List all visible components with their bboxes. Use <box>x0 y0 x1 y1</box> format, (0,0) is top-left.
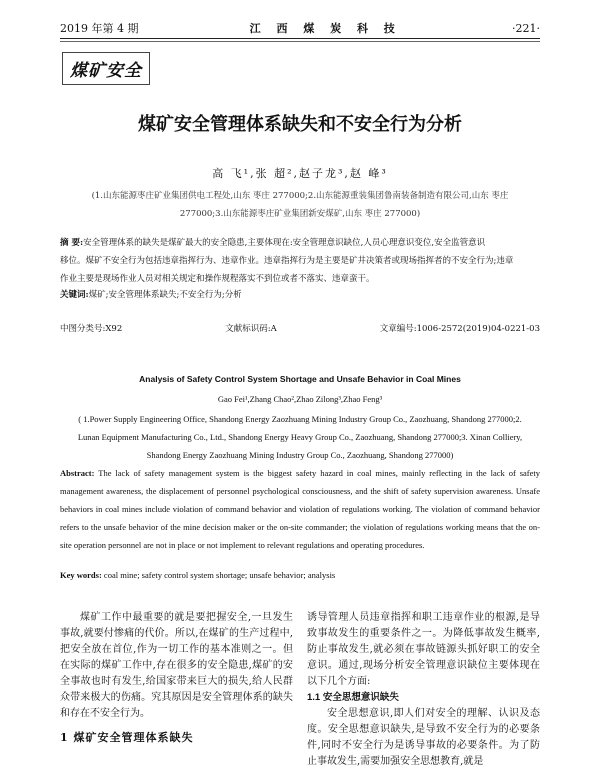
keywords-cn <box>60 288 540 300</box>
class-number: 中图分类号:X92 <box>60 324 123 334</box>
affiliation-line: 277000;3.山东能源枣庄矿业集团新安煤矿,山东 枣庄 277000) <box>179 209 421 219</box>
body-paragraph: 诱导管理人员违章指挥和职工违章作业的根源,是导致事故发生的重要条件之一。为降低事故发生概率,防止事故发生,就必须在事故链源头抓好职工的安全意识。通过,现场分析安全管理意识缺位主要体现在以下几个方面: <box>307 612 540 687</box>
keywords-text: 煤矿;安全管理体系缺失;不安全行为;分析 <box>88 290 242 300</box>
english-abstract <box>60 464 540 554</box>
english-keywords-label: Key words: <box>60 570 102 580</box>
english-affiliations <box>60 410 540 464</box>
body-column-right <box>307 610 540 770</box>
author-list: 高 飞¹,张 超²,赵子龙³,赵 峰³ <box>212 167 388 180</box>
english-affiliation-line: Shandong Energy Zaozhuang Mining Industry Group Co., Zaozhuang, Shandong 277000) <box>146 450 454 460</box>
affiliation-line: (1.山东能源枣庄矿业集团供电工程处,山东 枣庄 277000;2.山东能源重装集团鲁南装备制造有限公司,山东 枣庄 <box>91 191 509 201</box>
journal-name: 江 西 煤 炭 科 技 <box>249 22 401 35</box>
classification-row <box>60 322 540 334</box>
english-keywords-text: coal mine; safety control system shortage; unsafe behavior; analysis <box>103 570 336 580</box>
keywords-label: 关键词: <box>60 290 89 300</box>
abstract-line: 安全管理体系的缺失是煤矿最大的安全隐患,主要体现在:安全管理意识缺位,人员心理意识变位,安全监管意识 <box>83 238 486 248</box>
subsection-heading: 1.1 安全思想意识缺失 <box>307 692 399 703</box>
english-affiliation-line: ( 1.Power Supply Engineering Office, Shandong Energy Zaozhuang Mining Industry Group Co., Zaozhuang, Shandong 277000;2. <box>78 414 522 424</box>
header-rule <box>60 38 540 39</box>
english-abstract-label: Abstract: <box>60 468 95 478</box>
page-number: ·221· <box>511 21 540 35</box>
paper-title: 煤矿安全管理体系缺失和不安全行为分析 <box>138 114 462 135</box>
body-paragraph: 煤矿工作中最重要的就是要把握安全,一旦发生事故,就要付惨痛的代价。所以,在煤矿的生产过程中,把安全放在首位,作为一切工作的基本准则之一。但在实际的煤矿工作中,存在很多的安全隐患,煤矿的安全事故也时有发生,给国家带来巨大的损失,给人民群众带来极大的伤痛。究其原因是安全管理体系的缺失和存在不安全行为。 <box>60 612 293 719</box>
body-column-left <box>60 610 293 746</box>
english-keywords <box>60 570 540 580</box>
header-rule-thin <box>60 41 540 42</box>
issue-label: 2019 年第 4 期 <box>60 22 139 35</box>
abstract-line: 移位。煤矿不安全行为包括违章指挥行为、违章作业。违章指挥行为是主要是矿井决策者或现场指挥者的不安全行为;违章 <box>60 256 514 266</box>
document-code: 文献标识码:A <box>225 324 277 334</box>
body-paragraph: 安全思想意识,即人们对安全的理解、认识及态度。安全思想意识缺失,是导致不安全行为的必要条件,同时不安全行为是诱导事故的必要条件。为了防止事故发生,需要加强安全思想教育,就是 <box>307 708 540 767</box>
english-abstract-text: The lack of safety management system is the biggest safety hazard in coal mines, mainly reflecting in the lack of safety management awareness, the displacement of personnel psychological consciousness, and the shift of safety supervision awareness. Unsafe behaviors in coal mines include violation of command behavior and violation of regulations working. The violation of command behavior refers to the unsafe behavior of the mine decision maker or the on-site commander; the violation of regulations working means that the on-site operation personnel are not in place or not implement to relevant regulations and operating procedures. <box>60 468 540 550</box>
affiliations <box>80 187 520 223</box>
section-badge: 煤矿安全 <box>62 52 150 85</box>
abstract-cn <box>60 234 540 288</box>
running-header <box>60 20 540 36</box>
article-number: 文章编号:1006-2572(2019)04-0221-03 <box>379 324 540 334</box>
english-authors: Gao Fei¹,Zhang Chao²,Zhao Zilong³,Zhao Feng³ <box>217 394 383 404</box>
abstract-label: 摘 要: <box>60 238 84 248</box>
english-title: Analysis of Safety Control System Shortage and Unsafe Behavior in Coal Mines <box>139 374 461 384</box>
abstract-line: 作业主要是现场作业人员对相关规定和操作规程落实不到位或者不落实、违章蛮干。 <box>60 274 375 284</box>
section-heading: 1 煤矿安全管理体系缺失 <box>60 731 194 744</box>
english-affiliation-line: Lunan Equipment Manufacturing Co., Ltd., Shandong Energy Heavy Group Co., Zaozhuang, Shandong 277000;3. Xinan Colliery, <box>77 432 523 442</box>
